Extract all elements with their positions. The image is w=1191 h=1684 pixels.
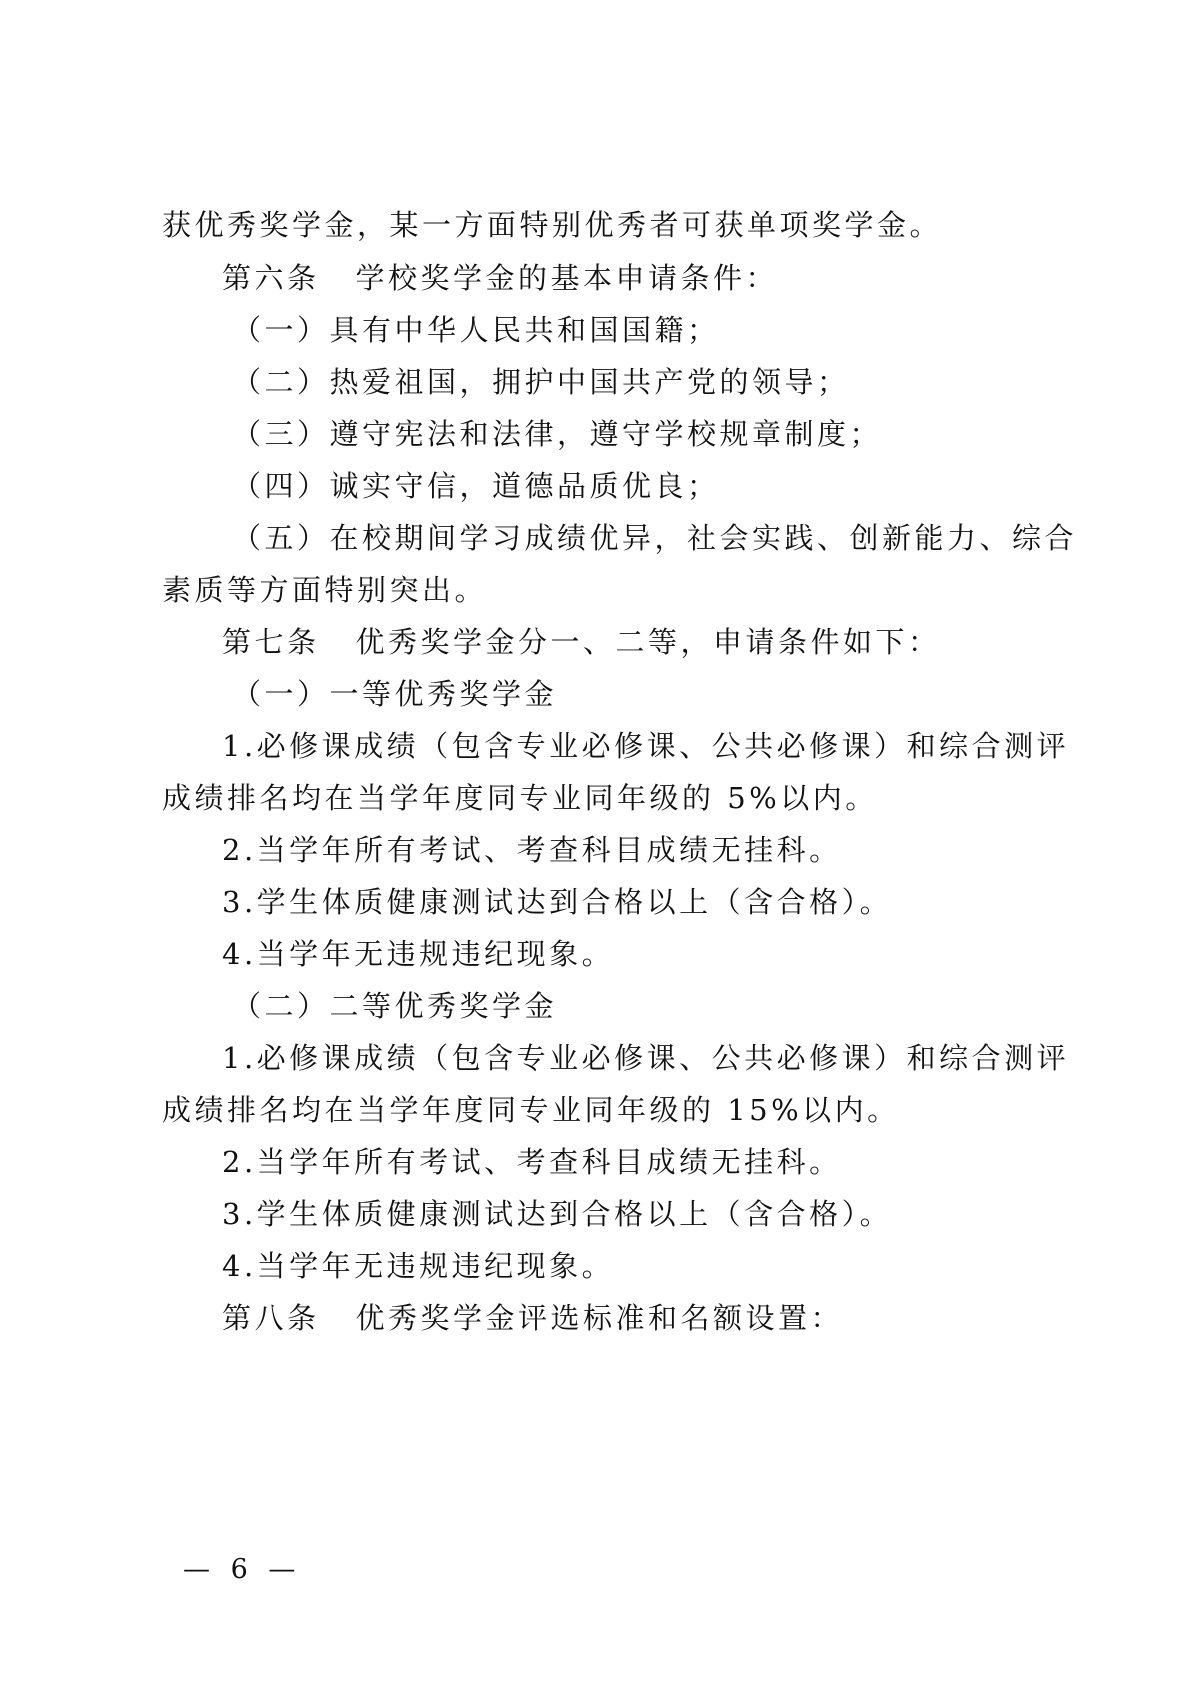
condition-3: （三）遵守宪法和法律，遵守学校规章制度； <box>232 417 883 451</box>
first-class-heading: （一）一等优秀奖学金 <box>232 677 558 711</box>
article-eight <box>222 1298 843 1338</box>
article-eight-number: 第八条 <box>222 1301 320 1335</box>
condition-2: （二）热爱祖国，拥护中国共产党的领导； <box>232 365 850 399</box>
article-six-number: 第六条 <box>222 261 320 295</box>
condition-5-continued: 素质等方面特别突出。 <box>162 573 488 607</box>
article-six <box>222 258 778 298</box>
second-class-heading: （二）二等优秀奖学金 <box>232 989 558 1023</box>
second-class-item-2: 2.当学年所有考试、考查科目成绩无挂科。 <box>222 1145 842 1179</box>
article-eight-text: 优秀奖学金评选标准和名额设置： <box>355 1301 844 1335</box>
condition-5: （五）在校期间学习成绩优异，社会实践、创新能力、综合 <box>232 521 1078 555</box>
first-class-item-1-continued: 成绩排名均在当学年度同专业同年级的 5%以内。 <box>162 781 878 815</box>
article-six-text: 学校奖学金的基本申请条件： <box>355 261 779 295</box>
paragraph-continuation: 获优秀奖学金，某一方面特别优秀者可获单项奖学金。 <box>162 208 943 242</box>
first-class-item-1: 1.必修课成绩（包含专业必修课、公共必修课）和综合测评 <box>222 729 1070 763</box>
first-class-item-4: 4.当学年无违规违纪现象。 <box>222 937 615 971</box>
first-class-item-2: 2.当学年所有考试、考查科目成绩无挂科。 <box>222 833 842 867</box>
article-seven-text: 优秀奖学金分一、二等，申请条件如下： <box>355 625 941 659</box>
second-class-item-1-continued: 成绩排名均在当学年度同专业同年级的 15%以内。 <box>162 1093 900 1127</box>
second-class-item-1: 1.必修课成绩（包含专业必修课、公共必修课）和综合测评 <box>222 1041 1070 1075</box>
condition-4: （四）诚实守信，道德品质优良； <box>232 469 720 503</box>
article-seven <box>222 622 941 662</box>
second-class-item-3: 3.学生体质健康测试达到合格以上（含合格）。 <box>222 1197 893 1231</box>
condition-1: （一）具有中华人民共和国国籍； <box>232 313 720 347</box>
first-class-item-3: 3.学生体质健康测试达到合格以上（含合格）。 <box>222 885 893 919</box>
page-number: — 6 — <box>183 1554 302 1585</box>
article-seven-number: 第七条 <box>222 625 320 659</box>
second-class-item-4: 4.当学年无违规违纪现象。 <box>222 1249 615 1283</box>
